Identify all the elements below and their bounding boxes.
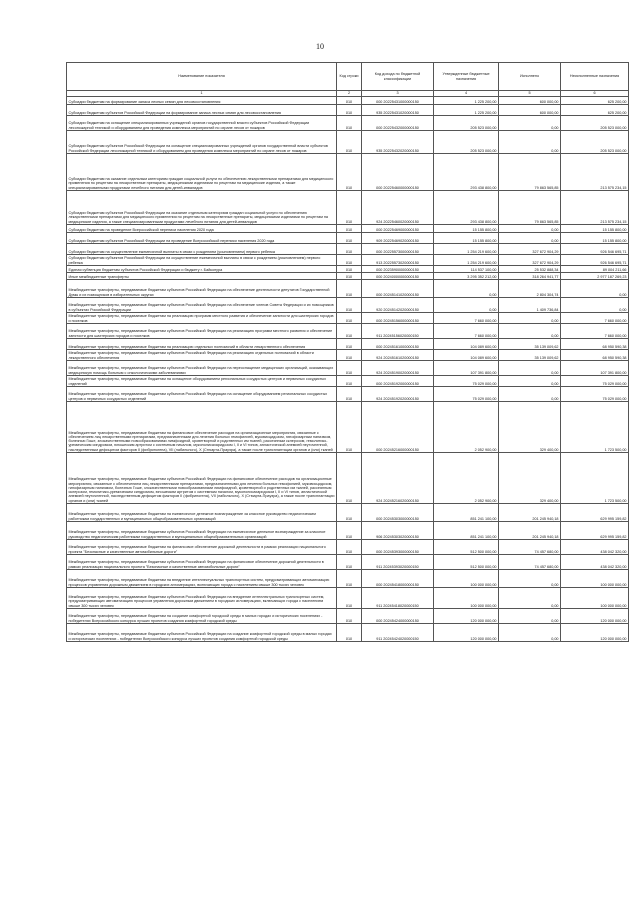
indicator-name-cell: Иные межбюджетные трансферты: [67, 273, 337, 280]
table-row: [67, 402, 629, 453]
table-row: [67, 225, 629, 233]
table-row: [67, 97, 629, 105]
line-code-cell: 010: [337, 453, 362, 504]
approved-amount-cell: 2 052 900,00: [434, 453, 499, 504]
column-number: 6: [561, 91, 629, 97]
table-row: [67, 255, 629, 266]
executed-amount-cell: 327 672 904,29: [499, 255, 561, 266]
line-code-cell: 010: [337, 225, 362, 233]
table-row: [67, 191, 629, 225]
approved-amount-cell: 293 438 800,00: [434, 191, 499, 225]
income-code-cell: 924 20245190020000150: [362, 361, 434, 376]
remaining-amount-cell: 2 977 187 269,23: [561, 273, 629, 280]
header-indicator-name: Наименование показателя: [67, 63, 337, 91]
line-code-cell: 010: [337, 255, 362, 266]
indicator-name-cell: Субсидии бюджетам на оснащение специализированных учреждений органов государственной власти субъектов Российской Федерации лесопожарной техникой и оборудованием для проведения комплекса мероприятий по охране лесов от пожаров: [67, 116, 337, 131]
remaining-amount-cell: 438 042 320,00: [561, 540, 629, 555]
indicator-name-cell: Субсидии бюджетам субъектов Российской Федерации на проведение Всероссийской переписи населения 2020 года: [67, 233, 337, 244]
income-code-cell: 000 20225432000000150: [362, 116, 434, 131]
executed-amount-cell: 600 000,00: [499, 105, 561, 116]
income-code-cell: 924 20245161020000150: [362, 350, 434, 361]
approved-amount-cell: 100 000 000,00: [434, 588, 499, 609]
approved-amount-cell: 0,00: [434, 280, 499, 298]
executed-amount-cell: 327 672 904,29: [499, 244, 561, 255]
approved-amount-cell: 15 155 800,00: [434, 233, 499, 244]
line-code-cell: 010: [337, 191, 362, 225]
line-code-cell: 010: [337, 361, 362, 376]
table-row: [67, 504, 629, 522]
indicator-name-cell: Субсидии бюджетам субъектов Российской Федерации на формирование запаса лесных семян для лесовосстановления: [67, 105, 337, 116]
approved-amount-cell: 104 089 600,00: [434, 350, 499, 361]
remaining-amount-cell: 0,00: [561, 298, 629, 313]
income-code-cell: 000 20225460000000150: [362, 154, 434, 191]
table-row: [67, 233, 629, 244]
executed-amount-cell: 201 245 940,18: [499, 522, 561, 540]
remaining-amount-cell: 0,00: [561, 280, 629, 298]
table-row: [67, 570, 629, 588]
table-row: [67, 387, 629, 402]
column-number: 4: [434, 91, 499, 97]
income-code-cell: 935 20225431020000150: [362, 105, 434, 116]
table-row: [67, 116, 629, 131]
income-code-cell: 000 20245141020000150: [362, 280, 434, 298]
remaining-amount-cell: 7 660 000,00: [561, 324, 629, 339]
executed-amount-cell: 0,00: [499, 361, 561, 376]
header-approved: Утвержденные бюджетные назначения: [434, 63, 499, 91]
line-code-cell: 010: [337, 376, 362, 387]
line-code-cell: 010: [337, 131, 362, 154]
approved-amount-cell: 7 660 000,00: [434, 324, 499, 339]
executed-amount-cell: 79 863 565,85: [499, 154, 561, 191]
income-code-cell: 911 20245393020000150: [362, 555, 434, 570]
income-code-cell: 911 20245424020000150: [362, 624, 434, 642]
approved-amount-cell: 851 241 100,00: [434, 504, 499, 522]
remaining-amount-cell: 120 000 000,00: [561, 609, 629, 624]
income-code-cell: 924 20245192020000150: [362, 387, 434, 402]
approved-amount-cell: 293 438 800,00: [434, 154, 499, 191]
line-code-cell: 010: [337, 609, 362, 624]
table-row: [67, 624, 629, 642]
approved-amount-cell: 1 225 200,00: [434, 105, 499, 116]
indicator-name-cell: Субсидии бюджетам субъектов Российской Федерации на оказание отдельным категориям граждан социальной услуги по обеспечению лекарственными препаратами для медицинского применения по рецептам на лекарственные препараты, медицинскими изделиями по рецептам на медицинские изделия, а также специализированными продуктами лечебного питания для детей-инвалидов: [67, 191, 337, 225]
remaining-amount-cell: 213 575 234,15: [561, 154, 629, 191]
approved-amount-cell: 120 000 000,00: [434, 609, 499, 624]
indicator-name-cell: Единая субвенция бюджетам субъектов Российской Федерации и бюджету г. Байконура: [67, 266, 337, 273]
line-code-cell: 010: [337, 154, 362, 191]
income-code-cell: 000 20245156000000150: [362, 313, 434, 324]
approved-amount-cell: 2 052 900,00: [434, 402, 499, 453]
remaining-amount-cell: 629 995 159,82: [561, 504, 629, 522]
income-code-cell: 909 20225469020000150: [362, 233, 434, 244]
approved-amount-cell: 1 254 219 600,00: [434, 244, 499, 255]
line-code-cell: 010: [337, 339, 362, 350]
table-row: [67, 324, 629, 339]
indicator-name-cell: Межбюджетные трансферты, передаваемые бюджетам субъектов Российской Федерации на создание комфортной городской среды в малых городах и исторических поселениях - победителях Всероссийского конкурса лучших проектов создания комфортной городской среды: [67, 624, 337, 642]
line-code-cell: 010: [337, 233, 362, 244]
executed-amount-cell: 0,00: [499, 376, 561, 387]
approved-amount-cell: 100 000 000,00: [434, 570, 499, 588]
table-row: [67, 273, 629, 280]
indicator-name-cell: Межбюджетные трансферты, передаваемые бюджетам на реализацию программ местного развития и обеспечение занятости для шахтерских городов и поселков: [67, 313, 337, 324]
executed-amount-cell: 0,00: [499, 116, 561, 131]
remaining-amount-cell: 625 200,00: [561, 105, 629, 116]
income-code-cell: 000 20245303000000150: [362, 504, 434, 522]
income-code-cell: 000 20245216000000150: [362, 402, 434, 453]
table-row: [67, 266, 629, 273]
executed-amount-cell: 201 245 940,18: [499, 504, 561, 522]
income-code-cell: 000 20245424000000150: [362, 609, 434, 624]
remaining-amount-cell: 205 523 000,00: [561, 131, 629, 154]
remaining-amount-cell: 68 950 590,38: [561, 350, 629, 361]
remaining-amount-cell: 100 000 000,00: [561, 570, 629, 588]
header-remaining: Неисполненные назначения: [561, 63, 629, 91]
remaining-amount-cell: 68 950 590,38: [561, 339, 629, 350]
line-code-cell: 010: [337, 298, 362, 313]
indicator-name-cell: Межбюджетные трансферты, передаваемые бюджетам субъектов Российской Федерации на финансовое обеспечение дорожной деятельности в рамках реализации национального проекта "Безопасные и качественные автомобильные дороги": [67, 555, 337, 570]
income-code-cell: 924 20245216020000150: [362, 453, 434, 504]
remaining-amount-cell: 926 546 695,71: [561, 255, 629, 266]
line-code-cell: 010: [337, 105, 362, 116]
approved-amount-cell: 512 500 000,00: [434, 540, 499, 555]
executed-amount-cell: 0,00: [499, 225, 561, 233]
line-code-cell: 010: [337, 588, 362, 609]
income-code-cell: 000 20225431000000150: [362, 97, 434, 105]
indicator-name-cell: Межбюджетные трансферты, передаваемые бюджетам субъектов Российской Федерации на оснащение оборудованием региональных сосудистых центров и первичных сосудистых отделений: [67, 387, 337, 402]
indicator-name-cell: Межбюджетные трансферты, передаваемые бюджетам на ежемесячное денежное вознаграждение за классное руководство педагогическим работникам государственных и муниципальных общеобразовательных организаций: [67, 504, 337, 522]
line-code-cell: 010: [337, 522, 362, 540]
executed-amount-cell: 74 457 680,00: [499, 540, 561, 555]
table-row: [67, 313, 629, 324]
remaining-amount-cell: 15 155 800,00: [561, 233, 629, 244]
indicator-name-cell: Субсидии бюджетам на формирование запаса лесных семян для лесовосстановления: [67, 97, 337, 105]
approved-amount-cell: 0,00: [434, 298, 499, 313]
column-number: 2: [337, 91, 362, 97]
approved-amount-cell: 15 155 800,00: [434, 225, 499, 233]
table-row: [67, 244, 629, 255]
remaining-amount-cell: 7 660 000,00: [561, 313, 629, 324]
indicator-name-cell: Межбюджетные трансферты, передаваемые бюджетам субъектов Российской Федерации на переоснащение медицинских организаций, оказывающих медицинскую помощь больным с онкологическими заболеваниями: [67, 361, 337, 376]
table-row: [67, 376, 629, 387]
approved-amount-cell: 104 089 600,00: [434, 339, 499, 350]
approved-amount-cell: 1 254 219 600,00: [434, 255, 499, 266]
indicator-name-cell: Межбюджетные трансферты, передаваемые бюджетам на оснащение оборудованием региональных сосудистых центров и первичных сосудистых отделений: [67, 376, 337, 387]
approved-amount-cell: 107 391 800,00: [434, 361, 499, 376]
line-code-cell: 010: [337, 280, 362, 298]
executed-amount-cell: 0,00: [499, 588, 561, 609]
remaining-amount-cell: 1 723 500,00: [561, 453, 629, 504]
remaining-amount-cell: 120 000 000,00: [561, 624, 629, 642]
indicator-name-cell: Межбюджетные трансферты, передаваемые бюджетам на финансовое обеспечение расходов на организационные мероприятия, связанные с обеспечением лиц лекарственными препаратами, предназначенными для лечения больных гемофилией, муковисцидозом, гипофизарным нанизмом, болезнью Гоше, злокачественными новообразованиями лимфоидной, кроветворной и родственных им тканей, рассеянным склерозом, гемолитико-уремическим синдромом, юношеским артритом с системным началом, мукополисахаридозом I, II и VI типов, апластической анемией неуточненной, наследственным дефицитом факторов II (фибриногена), VII (лабильного), X (Стюарта-Прауэра), а также после трансплантации органов и (или) тканей: [67, 402, 337, 453]
indicator-name-cell: Межбюджетные трансферты, передаваемые бюджетам на внедрение интеллектуальных транспортных систем, предусматривающих автоматизацию процессов управления дорожным движением в городских агломерациях, включающих города с населением свыше 300 тысяч человек: [67, 570, 337, 588]
line-code-cell: 010: [337, 540, 362, 555]
remaining-amount-cell: 75 029 000,00: [561, 387, 629, 402]
remaining-amount-cell: 213 575 234,15: [561, 191, 629, 225]
line-code-cell: 010: [337, 624, 362, 642]
line-code-cell: 010: [337, 313, 362, 324]
indicator-name-cell: Межбюджетные трансферты, передаваемые бюджетам на финансовое обеспечение дорожной деятельности в рамках реализации национального проекта "Безопасные и качественные автомобильные дороги": [67, 540, 337, 555]
table-body: [67, 97, 629, 642]
indicator-name-cell: Межбюджетные трансферты, передаваемые бюджетам на реализацию отдельных полномочий в области лекарственного обеспечения: [67, 339, 337, 350]
table-row: [67, 105, 629, 116]
executed-amount-cell: 600 000,00: [499, 97, 561, 105]
indicator-name-cell: Межбюджетные трансферты, передаваемые бюджетам субъектов Российской Федерации на реализацию отдельных полномочий в области лекарственного обеспечения: [67, 350, 337, 361]
header-income-code: Код дохода по бюджетной классификации: [362, 63, 434, 91]
line-code-cell: 010: [337, 555, 362, 570]
executed-amount-cell: 0,00: [499, 624, 561, 642]
executed-amount-cell: 0,00: [499, 131, 561, 154]
table-row: [67, 298, 629, 313]
table-row: [67, 339, 629, 350]
header-line-code: Код строки: [337, 63, 362, 91]
executed-amount-cell: 0,00: [499, 313, 561, 324]
executed-amount-cell: 1 409 736,84: [499, 298, 561, 313]
line-code-cell: 010: [337, 116, 362, 131]
line-code-cell: 010: [337, 402, 362, 453]
executed-amount-cell: 35 139 009,62: [499, 350, 561, 361]
remaining-amount-cell: 15 155 800,00: [561, 225, 629, 233]
income-code-cell: 911 20245156020000150: [362, 324, 434, 339]
remaining-amount-cell: 629 995 159,82: [561, 522, 629, 540]
remaining-amount-cell: 100 000 000,00: [561, 588, 629, 609]
budget-income-table: [66, 62, 629, 642]
approved-amount-cell: 3 295 352 212,00: [434, 273, 499, 280]
remaining-amount-cell: 205 523 000,00: [561, 116, 629, 131]
table-row: [67, 453, 629, 504]
executed-amount-cell: 329 400,00: [499, 402, 561, 453]
executed-amount-cell: 0,00: [499, 387, 561, 402]
income-code-cell: 000 20245192000000150: [362, 376, 434, 387]
income-code-cell: 000 20240000000000150: [362, 273, 434, 280]
income-code-cell: 000 20235900000000150: [362, 266, 434, 273]
table-row: [67, 522, 629, 540]
income-code-cell: 000 20225573000000150: [362, 244, 434, 255]
approved-amount-cell: 512 500 000,00: [434, 555, 499, 570]
column-number: 1: [67, 91, 337, 97]
income-code-cell: 913 20225573020000150: [362, 255, 434, 266]
indicator-name-cell: Межбюджетные трансферты, передаваемые бюджетам субъектов Российской Федерации на финансовое обеспечение расходов на организационные мероприятия, связанные с обеспечением лиц лекарственными препаратами, предназначенными для лечения больных гемофилией, муковисцидозом, гипофизарным нанизмом, болезнью Гоше, злокачественными новообразованиями лимфоидной, кроветворной и родственных им тканей, рассеянным склерозом, гемолитико-уремическим синдромом, юношеским артритом с системным началом, мукополисахаридозом I, II и VI типов, апластической анемией неуточненной, наследственным дефицитом факторов II (фибриногена), VII (лабильного), X (Стюарта-Прауэра), а также после трансплантации органов и (или) тканей: [67, 453, 337, 504]
approved-amount-cell: 205 523 000,00: [434, 116, 499, 131]
table-row: [67, 280, 629, 298]
header-row: [67, 63, 629, 91]
income-code-cell: 935 20225432020000150: [362, 131, 434, 154]
indicator-name-cell: Субсидии бюджетам на оказание отдельным категориям граждан социальной услуги по обеспечению лекарственными препаратами для медицинского применения по рецептам на лекарственные препараты, медицинскими изделиями по рецептам на медицинские изделия, а также специализированными продуктами лечебного питания для детей-инвалидов: [67, 154, 337, 191]
column-number: 5: [499, 91, 561, 97]
indicator-name-cell: Субсидии бюджетам субъектов Российской Федерации на осуществление ежемесячной выплаты в связи с рождением (усыновлением) первого ребенка: [67, 255, 337, 266]
line-code-cell: 010: [337, 504, 362, 522]
executed-amount-cell: 318 264 941,77: [499, 273, 561, 280]
income-code-cell: 000 20225469000000150: [362, 225, 434, 233]
line-code-cell: 010: [337, 324, 362, 339]
income-code-cell: 920 20245142020000150: [362, 298, 434, 313]
approved-amount-cell: 75 029 000,00: [434, 376, 499, 387]
approved-amount-cell: 1 225 200,00: [434, 97, 499, 105]
line-code-cell: 010: [337, 244, 362, 255]
table-row: [67, 609, 629, 624]
income-code-cell: 924 20225460020000150: [362, 191, 434, 225]
approved-amount-cell: 205 523 000,00: [434, 131, 499, 154]
column-number: 3: [362, 91, 434, 97]
table-row: [67, 350, 629, 361]
page-number: 10: [316, 42, 324, 51]
remaining-amount-cell: 75 029 000,00: [561, 376, 629, 387]
table-row: [67, 361, 629, 376]
line-code-cell: 010: [337, 387, 362, 402]
table-row: [67, 540, 629, 555]
executed-amount-cell: 74 457 680,00: [499, 555, 561, 570]
executed-amount-cell: 329 400,00: [499, 453, 561, 504]
executed-amount-cell: 35 139 009,62: [499, 339, 561, 350]
indicator-name-cell: Субсидии бюджетам субъектов Российской Федерации на оснащение специализированных учреждений органов государственной власти субъектов Российской Федерации лесопожарной техникой и оборудованием для проведения комплекса мероприятий по охране лесов от пожаров: [67, 131, 337, 154]
executed-amount-cell: 2 804 304,74: [499, 280, 561, 298]
executed-amount-cell: 0,00: [499, 570, 561, 588]
executed-amount-cell: 25 532 888,34: [499, 266, 561, 273]
income-code-cell: 911 20245418020000150: [362, 588, 434, 609]
income-code-cell: 906 20245303020000150: [362, 522, 434, 540]
approved-amount-cell: 75 029 000,00: [434, 387, 499, 402]
remaining-amount-cell: 926 546 695,71: [561, 244, 629, 255]
line-code-cell: 010: [337, 570, 362, 588]
remaining-amount-cell: 438 042 320,00: [561, 555, 629, 570]
income-code-cell: 000 20245393000000150: [362, 540, 434, 555]
indicator-name-cell: Межбюджетные трансферты, передаваемые бюджетам субъектов Российской Федерации на внедрение интеллектуальных транспортных систем, предусматривающих автоматизацию процессов управления дорожным движением в городских агломерациях, включающих города с населением свыше 300 тысяч человек: [67, 588, 337, 609]
indicator-name-cell: Межбюджетные трансферты, передаваемые бюджетам субъектов Российской Федерации на реализацию программ местного развития и обеспечение занятости для шахтерских городов и поселков: [67, 324, 337, 339]
remaining-amount-cell: 1 723 500,00: [561, 402, 629, 453]
remaining-amount-cell: 107 391 800,00: [561, 361, 629, 376]
table-row: [67, 154, 629, 191]
line-code-cell: 010: [337, 97, 362, 105]
income-code-cell: 000 20245161000000150: [362, 339, 434, 350]
income-code-cell: 000 20245418000000150: [362, 570, 434, 588]
approved-amount-cell: 851 241 100,00: [434, 522, 499, 540]
indicator-name-cell: Межбюджетные трансферты, передаваемые бюджетам субъектов Российской Федерации на обеспечение членов Совета Федерации и их помощников в субъектах Российской Федерации: [67, 298, 337, 313]
indicator-name-cell: Межбюджетные трансферты, передаваемые бюджетам субъектов Российской Федерации на ежемесячное денежное вознаграждение за классное руководство педагогическим работникам государственных и муниципальных общеобразовательных организаций: [67, 522, 337, 540]
indicator-name-cell: Межбюджетные трансферты, передаваемые бюджетам субъектов Российской Федерации на обеспечение деятельности депутатов Государственной Думы и их помощников в избирательных округах: [67, 280, 337, 298]
line-code-cell: 010: [337, 350, 362, 361]
indicator-name-cell: Межбюджетные трансферты, передаваемые бюджетам на создание комфортной городской среды в малых городах и исторических поселениях - победителях Всероссийского конкурса лучших проектов создания комфортной городской среды: [67, 609, 337, 624]
executed-amount-cell: 0,00: [499, 324, 561, 339]
approved-amount-cell: 120 000 000,00: [434, 624, 499, 642]
approved-amount-cell: 7 660 000,00: [434, 313, 499, 324]
executed-amount-cell: 0,00: [499, 609, 561, 624]
executed-amount-cell: 79 863 565,85: [499, 191, 561, 225]
table-row: [67, 555, 629, 570]
approved-amount-cell: 114 537 100,00: [434, 266, 499, 273]
table-row: [67, 588, 629, 609]
remaining-amount-cell: 625 200,00: [561, 97, 629, 105]
header-executed: Исполнено: [499, 63, 561, 91]
line-code-cell: 010: [337, 273, 362, 280]
table-row: [67, 131, 629, 154]
line-code-cell: 010: [337, 266, 362, 273]
indicator-name-cell: Субсидии бюджетам на осуществление ежемесячной выплаты в связи с рождением (усыновлением) первого ребенка: [67, 244, 337, 255]
executed-amount-cell: 0,00: [499, 233, 561, 244]
remaining-amount-cell: 89 004 211,66: [561, 266, 629, 273]
indicator-name-cell: Субсидии бюджетам на проведение Всероссийской переписи населения 2020 года: [67, 225, 337, 233]
